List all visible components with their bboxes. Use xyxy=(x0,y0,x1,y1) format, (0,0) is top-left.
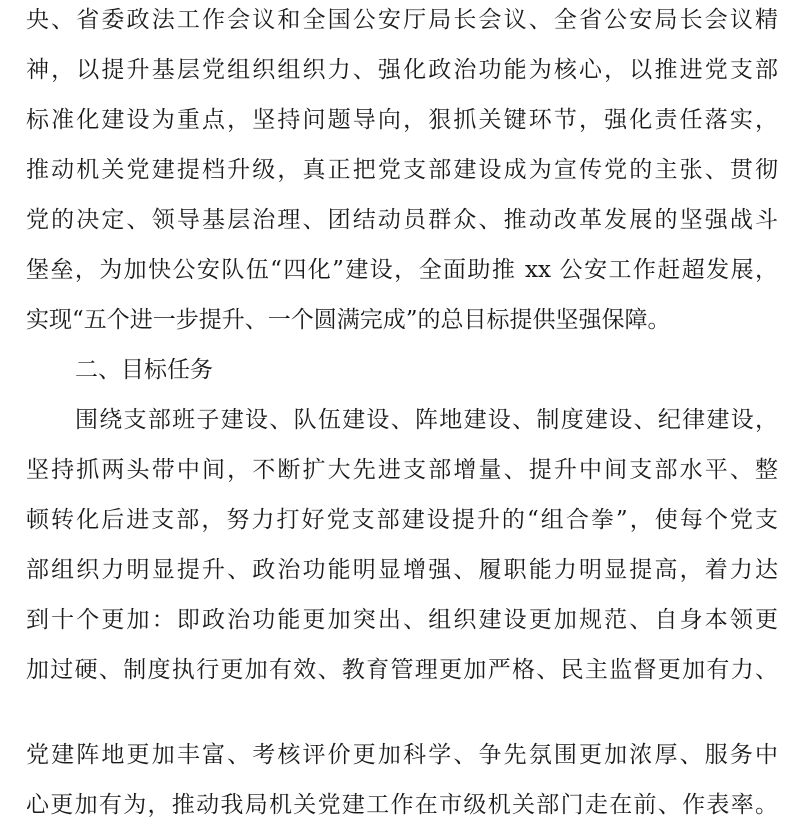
paragraph-line: 党建阵地更加丰富、考核评价更加科学、争先氛围更加浓厚、服务中 xyxy=(26,742,778,768)
paragraph-line: 围绕支部班子建设、队伍建设、阵地建设、制度建设、纪律建设， xyxy=(75,407,778,433)
paragraph-line: 顿转化后进支部，努力打好党支部建设提升的“组合拳”，使每个党支 xyxy=(26,507,778,533)
paragraph-line: 坚持抓两头带中间，不断扩大先进支部增量、提升中间支部水平、整 xyxy=(26,457,778,483)
paragraph-line: 标准化建设为重点，坚持问题导向，狠抓关键环节，强化责任落实， xyxy=(26,107,778,133)
paragraph-line: 心更加有为，推动我局机关党建工作在市级机关部门走在前、作表率。 xyxy=(26,792,778,818)
paragraph-line: 实现“五个进一步提升、一个圆满完成”的总目标提供坚强保障。 xyxy=(26,307,671,333)
paragraph-line: 党的决定、领导基层治理、团结动员群众、推动改革发展的坚强战斗 xyxy=(26,207,778,233)
paragraph-line: 神，以提升基层党组织组织力、强化政治功能为核心，以推进党支部 xyxy=(26,57,778,83)
section-heading: 二、目标任务 xyxy=(75,357,213,383)
paragraph-line: 加过硬、制度执行更加有效、教育管理更加严格、民主监督更加有力、 xyxy=(26,657,778,683)
paragraph-line: 堡垒，为加快公安队伍“四化”建设，全面助推 xx 公安工作赶超发展， xyxy=(26,257,778,283)
paragraph-line: 部组织力明显提升、政治功能明显增强、履职能力明显提高，着力达 xyxy=(26,557,778,583)
paragraph-line: 央、省委政法工作会议和全国公安厅局长会议、全省公安局长会议精 xyxy=(26,7,778,33)
paragraph-line: 推动机关党建提档升级，真正把党支部建设成为宣传党的主张、贯彻 xyxy=(26,157,778,183)
paragraph-line: 到十个更加：即政治功能更加突出、组织建设更加规范、自身本领更 xyxy=(26,607,778,633)
